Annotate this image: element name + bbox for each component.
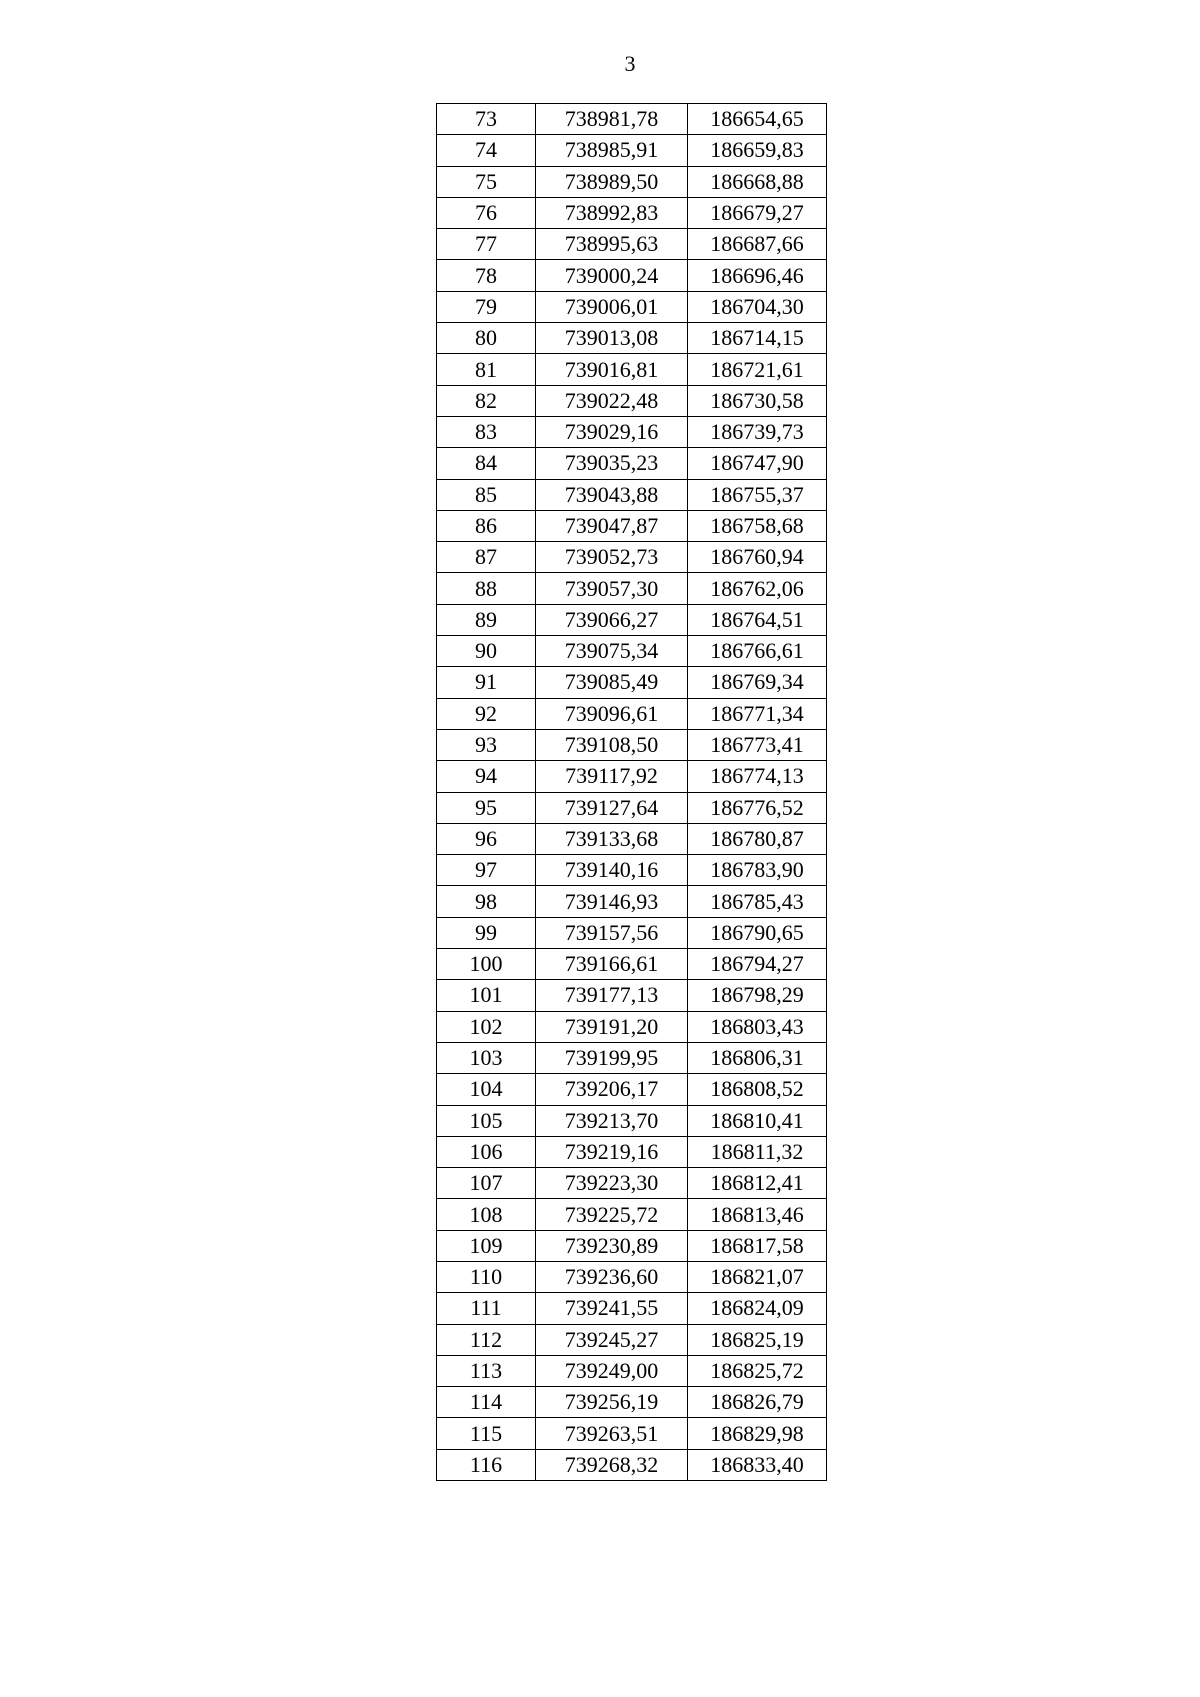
- coordinates-table: [436, 103, 827, 1481]
- x-coordinate-cell: 739263,51: [536, 1418, 688, 1449]
- point-number-cell: 107: [437, 1168, 536, 1199]
- table-row: [437, 385, 827, 416]
- x-coordinate-cell: 739022,48: [536, 385, 688, 416]
- point-number-cell: 93: [437, 729, 536, 760]
- page-number: 3: [624, 51, 636, 76]
- table-row: [437, 104, 827, 135]
- table-row: [437, 823, 827, 854]
- x-coordinate-cell: 739016,81: [536, 354, 688, 385]
- x-coordinate-cell: 738989,50: [536, 166, 688, 197]
- x-coordinate-cell: 739057,30: [536, 573, 688, 604]
- x-coordinate-cell: 739085,49: [536, 667, 688, 698]
- table-row: [437, 1418, 827, 1449]
- point-number-cell: 91: [437, 667, 536, 698]
- x-coordinate-cell: 739096,61: [536, 698, 688, 729]
- table-row: [437, 667, 827, 698]
- table-row: [437, 260, 827, 291]
- x-coordinate-cell: 739199,95: [536, 1042, 688, 1073]
- table-row: [437, 323, 827, 354]
- y-coordinate-cell: 186825,19: [688, 1324, 827, 1355]
- x-coordinate-cell: 739140,16: [536, 855, 688, 886]
- table-row: [437, 448, 827, 479]
- table-row: [437, 510, 827, 541]
- table-row: [437, 1105, 827, 1136]
- y-coordinate-cell: 186806,31: [688, 1042, 827, 1073]
- x-coordinate-cell: 738992,83: [536, 197, 688, 228]
- x-coordinate-cell: 739133,68: [536, 823, 688, 854]
- table-row: [437, 1074, 827, 1105]
- table-row: [437, 416, 827, 447]
- x-coordinate-cell: 739230,89: [536, 1230, 688, 1261]
- point-number-cell: 100: [437, 949, 536, 980]
- point-number-cell: 106: [437, 1136, 536, 1167]
- x-coordinate-cell: 739268,32: [536, 1449, 688, 1480]
- point-number-cell: 108: [437, 1199, 536, 1230]
- point-number-cell: 89: [437, 604, 536, 635]
- x-coordinate-cell: 739206,17: [536, 1074, 688, 1105]
- y-coordinate-cell: 186766,61: [688, 636, 827, 667]
- y-coordinate-cell: 186813,46: [688, 1199, 827, 1230]
- table-row: [437, 479, 827, 510]
- table-row: [437, 761, 827, 792]
- y-coordinate-cell: 186808,52: [688, 1074, 827, 1105]
- point-number-cell: 115: [437, 1418, 536, 1449]
- coordinates-table-body: [437, 104, 827, 1481]
- y-coordinate-cell: 186758,68: [688, 510, 827, 541]
- x-coordinate-cell: 739052,73: [536, 542, 688, 573]
- y-coordinate-cell: 186803,43: [688, 1011, 827, 1042]
- y-coordinate-cell: 186773,41: [688, 729, 827, 760]
- point-number-cell: 76: [437, 197, 536, 228]
- y-coordinate-cell: 186811,32: [688, 1136, 827, 1167]
- point-number-cell: 74: [437, 135, 536, 166]
- table-row: [437, 1230, 827, 1261]
- point-number-cell: 105: [437, 1105, 536, 1136]
- point-number-cell: 88: [437, 573, 536, 604]
- x-coordinate-cell: 739000,24: [536, 260, 688, 291]
- y-coordinate-cell: 186810,41: [688, 1105, 827, 1136]
- point-number-cell: 94: [437, 761, 536, 792]
- point-number-cell: 109: [437, 1230, 536, 1261]
- y-coordinate-cell: 186747,90: [688, 448, 827, 479]
- point-number-cell: 92: [437, 698, 536, 729]
- y-coordinate-cell: 186721,61: [688, 354, 827, 385]
- x-coordinate-cell: 739225,72: [536, 1199, 688, 1230]
- point-number-cell: 99: [437, 917, 536, 948]
- point-number-cell: 87: [437, 542, 536, 573]
- y-coordinate-cell: 186790,65: [688, 917, 827, 948]
- y-coordinate-cell: 186826,79: [688, 1387, 827, 1418]
- table-row: [437, 698, 827, 729]
- table-row: [437, 354, 827, 385]
- x-coordinate-cell: 739047,87: [536, 510, 688, 541]
- y-coordinate-cell: 186668,88: [688, 166, 827, 197]
- x-coordinate-cell: 739075,34: [536, 636, 688, 667]
- point-number-cell: 84: [437, 448, 536, 479]
- table-row: [437, 949, 827, 980]
- table-row: [437, 1042, 827, 1073]
- point-number-cell: 112: [437, 1324, 536, 1355]
- point-number-cell: 73: [437, 104, 536, 135]
- y-coordinate-cell: 186764,51: [688, 604, 827, 635]
- table-row: [437, 792, 827, 823]
- table-row: [437, 229, 827, 260]
- x-coordinate-cell: 739006,01: [536, 291, 688, 322]
- point-number-cell: 75: [437, 166, 536, 197]
- point-number-cell: 96: [437, 823, 536, 854]
- table-row: [437, 729, 827, 760]
- y-coordinate-cell: 186769,34: [688, 667, 827, 698]
- table-row: [437, 980, 827, 1011]
- x-coordinate-cell: 739213,70: [536, 1105, 688, 1136]
- x-coordinate-cell: 739013,08: [536, 323, 688, 354]
- point-number-cell: 85: [437, 479, 536, 510]
- y-coordinate-cell: 186785,43: [688, 886, 827, 917]
- point-number-cell: 86: [437, 510, 536, 541]
- x-coordinate-cell: 738985,91: [536, 135, 688, 166]
- x-coordinate-cell: 739035,23: [536, 448, 688, 479]
- table-row: [437, 1011, 827, 1042]
- point-number-cell: 104: [437, 1074, 536, 1105]
- y-coordinate-cell: 186829,98: [688, 1418, 827, 1449]
- y-coordinate-cell: 186798,29: [688, 980, 827, 1011]
- point-number-cell: 82: [437, 385, 536, 416]
- y-coordinate-cell: 186730,58: [688, 385, 827, 416]
- table-row: [437, 197, 827, 228]
- y-coordinate-cell: 186755,37: [688, 479, 827, 510]
- point-number-cell: 101: [437, 980, 536, 1011]
- point-number-cell: 98: [437, 886, 536, 917]
- table-row: [437, 1355, 827, 1386]
- table-row: [437, 1293, 827, 1324]
- y-coordinate-cell: 186776,52: [688, 792, 827, 823]
- y-coordinate-cell: 186762,06: [688, 573, 827, 604]
- x-coordinate-cell: 739223,30: [536, 1168, 688, 1199]
- y-coordinate-cell: 186783,90: [688, 855, 827, 886]
- y-coordinate-cell: 186825,72: [688, 1355, 827, 1386]
- table-row: [437, 291, 827, 322]
- table-row: [437, 886, 827, 917]
- y-coordinate-cell: 186824,09: [688, 1293, 827, 1324]
- point-number-cell: 95: [437, 792, 536, 823]
- x-coordinate-cell: 739157,56: [536, 917, 688, 948]
- x-coordinate-cell: 739146,93: [536, 886, 688, 917]
- y-coordinate-cell: 186714,15: [688, 323, 827, 354]
- x-coordinate-cell: 739177,13: [536, 980, 688, 1011]
- y-coordinate-cell: 186780,87: [688, 823, 827, 854]
- point-number-cell: 103: [437, 1042, 536, 1073]
- point-number-cell: 102: [437, 1011, 536, 1042]
- y-coordinate-cell: 186771,34: [688, 698, 827, 729]
- y-coordinate-cell: 186760,94: [688, 542, 827, 573]
- x-coordinate-cell: 739256,19: [536, 1387, 688, 1418]
- point-number-cell: 77: [437, 229, 536, 260]
- point-number-cell: 111: [437, 1293, 536, 1324]
- table-row: [437, 1449, 827, 1480]
- y-coordinate-cell: 186774,13: [688, 761, 827, 792]
- table-row: [437, 1261, 827, 1292]
- x-coordinate-cell: 739245,27: [536, 1324, 688, 1355]
- table-row: [437, 1387, 827, 1418]
- x-coordinate-cell: 739241,55: [536, 1293, 688, 1324]
- table-row: [437, 1168, 827, 1199]
- x-coordinate-cell: 739108,50: [536, 729, 688, 760]
- y-coordinate-cell: 186654,65: [688, 104, 827, 135]
- point-number-cell: 114: [437, 1387, 536, 1418]
- x-coordinate-cell: 739127,64: [536, 792, 688, 823]
- point-number-cell: 83: [437, 416, 536, 447]
- table-row: [437, 135, 827, 166]
- x-coordinate-cell: 739117,92: [536, 761, 688, 792]
- table-row: [437, 166, 827, 197]
- point-number-cell: 113: [437, 1355, 536, 1386]
- x-coordinate-cell: 739236,60: [536, 1261, 688, 1292]
- point-number-cell: 80: [437, 323, 536, 354]
- table-row: [437, 1324, 827, 1355]
- y-coordinate-cell: 186696,46: [688, 260, 827, 291]
- point-number-cell: 97: [437, 855, 536, 886]
- table-row: [437, 636, 827, 667]
- table-row: [437, 855, 827, 886]
- x-coordinate-cell: 739219,16: [536, 1136, 688, 1167]
- x-coordinate-cell: 739191,20: [536, 1011, 688, 1042]
- y-coordinate-cell: 186812,41: [688, 1168, 827, 1199]
- y-coordinate-cell: 186739,73: [688, 416, 827, 447]
- y-coordinate-cell: 186687,66: [688, 229, 827, 260]
- y-coordinate-cell: 186704,30: [688, 291, 827, 322]
- point-number-cell: 110: [437, 1261, 536, 1292]
- y-coordinate-cell: 186659,83: [688, 135, 827, 166]
- point-number-cell: 90: [437, 636, 536, 667]
- x-coordinate-cell: 739029,16: [536, 416, 688, 447]
- y-coordinate-cell: 186821,07: [688, 1261, 827, 1292]
- x-coordinate-cell: 739043,88: [536, 479, 688, 510]
- table-row: [437, 1199, 827, 1230]
- table-row: [437, 542, 827, 573]
- point-number-cell: 116: [437, 1449, 536, 1480]
- y-coordinate-cell: 186679,27: [688, 197, 827, 228]
- y-coordinate-cell: 186833,40: [688, 1449, 827, 1480]
- x-coordinate-cell: 738981,78: [536, 104, 688, 135]
- x-coordinate-cell: 739066,27: [536, 604, 688, 635]
- y-coordinate-cell: 186794,27: [688, 949, 827, 980]
- y-coordinate-cell: 186817,58: [688, 1230, 827, 1261]
- point-number-cell: 81: [437, 354, 536, 385]
- point-number-cell: 79: [437, 291, 536, 322]
- point-number-cell: 78: [437, 260, 536, 291]
- x-coordinate-cell: 739249,00: [536, 1355, 688, 1386]
- table-row: [437, 1136, 827, 1167]
- table-row: [437, 604, 827, 635]
- table-row: [437, 573, 827, 604]
- x-coordinate-cell: 738995,63: [536, 229, 688, 260]
- x-coordinate-cell: 739166,61: [536, 949, 688, 980]
- table-row: [437, 917, 827, 948]
